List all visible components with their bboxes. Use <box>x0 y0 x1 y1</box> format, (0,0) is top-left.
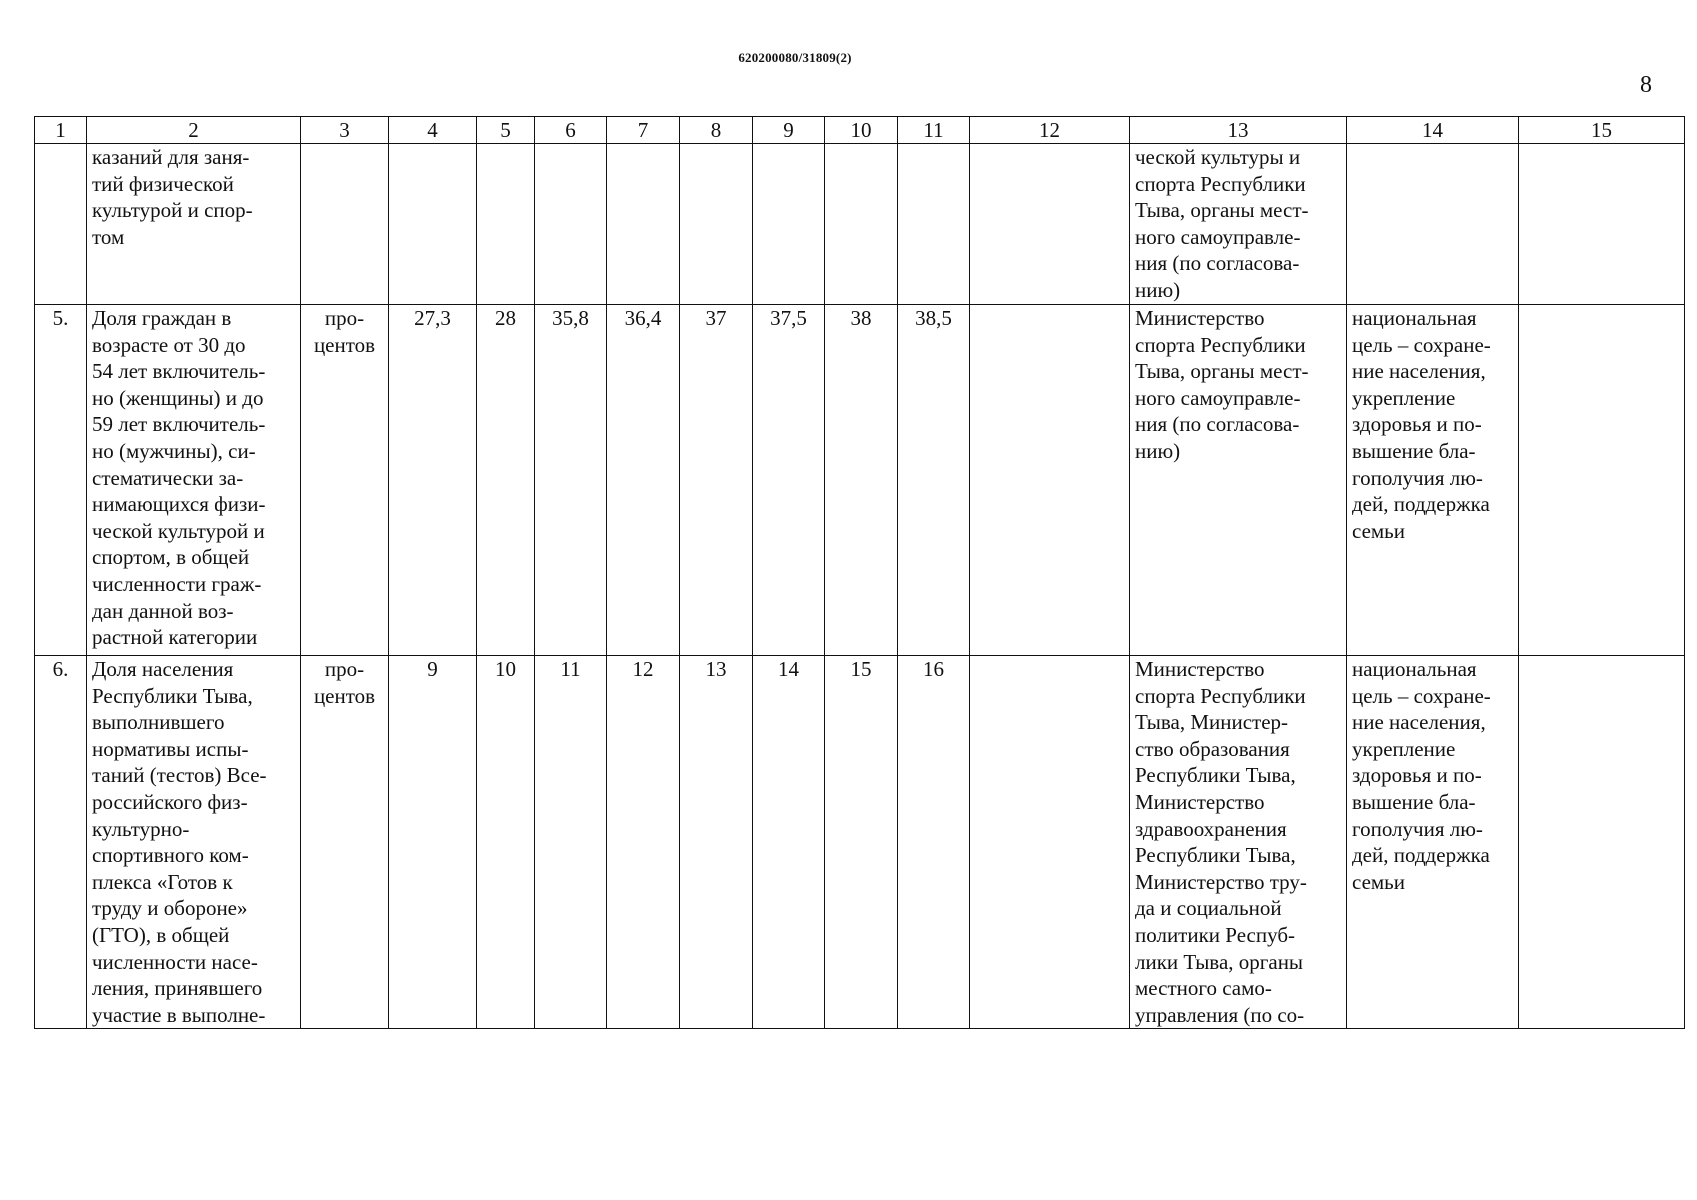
value-cell: 10 <box>477 656 535 1029</box>
unit-cell <box>301 144 389 305</box>
value-cell: 38 <box>825 305 898 656</box>
table-row <box>35 305 1685 656</box>
value-cell <box>389 144 477 305</box>
national-goal-cell: национальная цель – сохране- ние населения, укрепление здоровья и по- вышение бла- гополучия лю- дей, поддержка семьи <box>1347 656 1519 1029</box>
responsible-executor-cell: Министерство спорта Республики Тыва, Министер- ство образования Республики Тыва, Министерство здравоохранения Республики Тыва, Министерство тру- да и социальной политики Респуб- лики Тыва, органы местного само- управления (по со- <box>1130 656 1347 1029</box>
column-12-cell <box>970 656 1130 1029</box>
table-row <box>35 144 1685 305</box>
value-cell: 13 <box>680 656 753 1029</box>
column-header: 6 <box>535 117 607 144</box>
column-header: 15 <box>1519 117 1685 144</box>
column-header: 7 <box>607 117 680 144</box>
value-cell: 37 <box>680 305 753 656</box>
column-header: 2 <box>87 117 301 144</box>
column-numbers-row <box>35 117 1685 144</box>
row-number-cell <box>35 144 87 305</box>
row-number-cell: 5. <box>35 305 87 656</box>
column-15-cell <box>1519 305 1685 656</box>
value-cell: 38,5 <box>898 305 970 656</box>
value-cell: 16 <box>898 656 970 1029</box>
value-cell: 14 <box>753 656 825 1029</box>
responsible-executor-cell: Министерство спорта Республики Тыва, органы мест- ного самоуправле- ния (по согласова- нию) <box>1130 305 1347 656</box>
indicators-table <box>34 116 1685 1029</box>
value-cell: 15 <box>825 656 898 1029</box>
column-header: 8 <box>680 117 753 144</box>
document-code: 620200080/31809(2) <box>738 50 852 65</box>
value-cell <box>753 144 825 305</box>
column-header: 10 <box>825 117 898 144</box>
value-cell <box>825 144 898 305</box>
value-cell <box>477 144 535 305</box>
indicator-name-cell: казаний для заня- тий физической культурой и спор- том <box>87 144 301 305</box>
column-12-cell <box>970 305 1130 656</box>
column-header: 11 <box>898 117 970 144</box>
value-cell: 9 <box>389 656 477 1029</box>
column-15-cell <box>1519 144 1685 305</box>
value-cell: 37,5 <box>753 305 825 656</box>
page-number: 8 <box>1640 72 1652 98</box>
column-12-cell <box>970 144 1130 305</box>
column-header: 1 <box>35 117 87 144</box>
value-cell <box>898 144 970 305</box>
value-cell <box>680 144 753 305</box>
value-cell: 36,4 <box>607 305 680 656</box>
responsible-executor-cell: ческой культуры и спорта Республики Тыва, органы мест- ного самоуправле- ния (по согласова- нию) <box>1130 144 1347 305</box>
column-header: 13 <box>1130 117 1347 144</box>
column-header: 5 <box>477 117 535 144</box>
column-header: 9 <box>753 117 825 144</box>
value-cell <box>607 144 680 305</box>
indicator-name-cell: Доля граждан в возрасте от 30 до 54 лет включитель- но (женщины) и до 59 лет включитель- но (мужчины), си- стематически за- нимающихся физи- ческой культурой и спортом, в общей численности граж- дан данной воз- растной категории <box>87 305 301 656</box>
value-cell: 11 <box>535 656 607 1029</box>
table-row <box>35 656 1685 1029</box>
value-cell: 12 <box>607 656 680 1029</box>
value-cell: 35,8 <box>535 305 607 656</box>
column-header: 3 <box>301 117 389 144</box>
national-goal-cell <box>1347 144 1519 305</box>
unit-cell: про- центов <box>301 656 389 1029</box>
column-15-cell <box>1519 656 1685 1029</box>
indicator-name-cell: Доля населения Республики Тыва, выполнившего нормативы испы- таний (тестов) Все- российского физ- культурно- спортивного ком- плекса «Готов к труду и обороне» (ГТО), в общей численности насе- ления, принявшего участие в выполне- <box>87 656 301 1029</box>
unit-cell: про- центов <box>301 305 389 656</box>
value-cell: 28 <box>477 305 535 656</box>
column-header: 4 <box>389 117 477 144</box>
value-cell <box>535 144 607 305</box>
national-goal-cell: национальная цель – сохране- ние населения, укрепление здоровья и по- вышение бла- гополучия лю- дей, поддержка семьи <box>1347 305 1519 656</box>
row-number-cell: 6. <box>35 656 87 1029</box>
column-header: 12 <box>970 117 1130 144</box>
column-header: 14 <box>1347 117 1519 144</box>
value-cell: 27,3 <box>389 305 477 656</box>
